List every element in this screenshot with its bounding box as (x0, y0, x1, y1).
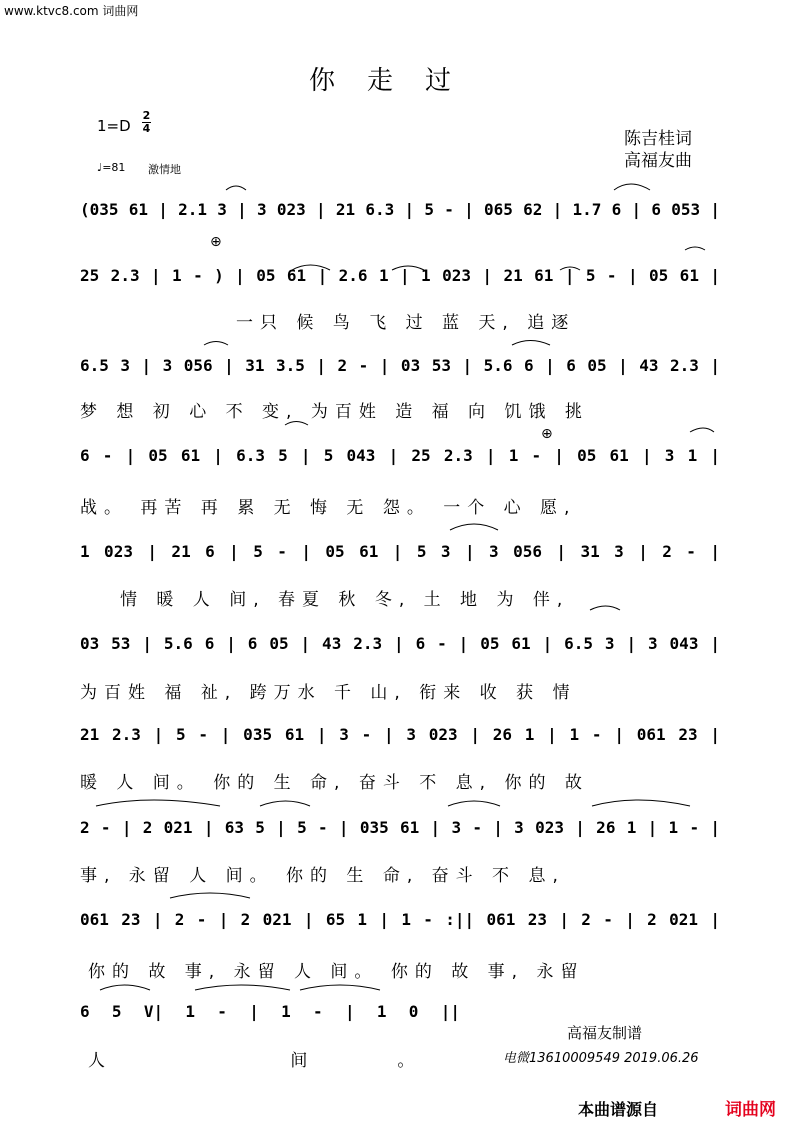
score-lyrics-line-10: 人 间。 (88, 1051, 505, 1071)
arranger-credit: 高福友制谱 (567, 1024, 643, 1042)
score-notes-line-8: 2 - | 2 021 | 63 5 | 5 - | 035 61 | 3 - | 3 023 | 26 1 | 1 - | (80, 818, 720, 837)
slur (204, 342, 228, 346)
slur (195, 985, 290, 990)
score-notes-line-4: 6 - | 05 61 | 6.3 5 | 5 043 | 25 2.3 | 1 - | 05 61 | 3 1 | (80, 446, 720, 465)
score-lyrics-line-3: 梦 想 初 心 不 变, 为百姓 造 福 向 饥饿 挑 (80, 402, 589, 422)
score-notes-line-5: 1 023 | 21 6 | 5 - | 05 61 | 5 3 | 3 056 | 31 3 | 2 - | (80, 542, 720, 561)
expression-mark: 激情地 (148, 163, 181, 176)
slur (300, 985, 380, 990)
score-lyrics-line-4: 战。 再苦 再 累 无 悔 无 怨。 一个 心 愿, (80, 498, 577, 518)
score-lyrics-line-8: 事, 永留 人 间。 你的 生 命, 奋斗 不 息, (80, 866, 565, 886)
slur (96, 800, 220, 806)
tempo-mark: ♩=81 (97, 161, 126, 174)
slur (512, 341, 550, 346)
slur (690, 428, 714, 432)
slur (590, 606, 620, 610)
score-notes-line-7: 21 2.3 | 5 - | 035 61 | 3 - | 3 023 | 26 1 | 1 - | 061 23 | (80, 725, 720, 744)
slur (226, 186, 246, 190)
score-notes-line-3: 6.5 3 | 3 056 | 31 3.5 | 2 - | 03 53 | 5.6 6 | 6 05 | 43 2.3 | (80, 356, 720, 375)
contact-info: 电微13610009549 2019.06.26 (503, 1051, 699, 1066)
score-lyrics-line-2: 一只 候 鸟 飞 过 蓝 天, 追逐 (236, 313, 576, 333)
key-signature: 1=D (97, 117, 131, 135)
slur (100, 985, 150, 990)
site-url[interactable]: www.ktvc8.com 词曲网 (4, 4, 139, 18)
score-notes-line-1: (035 61 | 2.1 3 | 3 023 | 21 6.3 | 5 - | 065 62 | 1.7 6 | 6 053 | (80, 200, 720, 219)
score-notes-line-9: 061 23 | 2 - | 2 021 | 65 1 | 1 - :|| 061 23 | 2 - | 2 021 | (80, 910, 720, 929)
slur (685, 247, 705, 250)
slur (448, 801, 500, 806)
score-lyrics-line-7: 暖 人 间。 你的 生 命, 奋斗 不 息, 你的 故 (80, 773, 589, 793)
score-notes-line-2: 25 2.3 | 1 - ) | 05 61 | 2.6 1 | 1 023 | 21 61 | 5 - | 05 61 | (80, 266, 720, 285)
score-lyrics-line-5: 情 暖 人 间, 春夏 秋 冬, 土 地 为 伴, (120, 590, 570, 610)
score-lyrics-line-6: 为百姓 福 祉, 跨万水 千 山, 衔来 收 获 情 (80, 683, 577, 703)
source-label: 本曲谱源自 (578, 1100, 659, 1119)
site-logo[interactable]: 词曲网 (725, 1100, 776, 1120)
lyricist-credit: 陈吉桂词 (624, 129, 692, 149)
score-lyrics-line-9: 你的 故 事, 永留 人 间。 你的 故 事, 永留 (88, 962, 585, 982)
slur (260, 801, 310, 806)
slur (450, 524, 498, 530)
score-notes-line-6: 03 53 | 5.6 6 | 6 05 | 43 2.3 | 6 - | 05 61 | 6.5 3 | 3 043 | (80, 634, 720, 653)
slur (614, 184, 650, 190)
time-denominator: 4 (142, 122, 151, 135)
segno-icon: ⊕ (541, 426, 553, 442)
song-title: 你走过 (308, 66, 483, 96)
slur (592, 800, 690, 806)
slur (170, 893, 250, 898)
composer-credit: 高福友曲 (624, 151, 692, 171)
time-numerator: 2 (142, 109, 151, 122)
score-notes-line-10: 6 5 V| 1 - | 1 - | 1 0 || (80, 1002, 460, 1021)
segno-icon: ⊕ (210, 234, 222, 250)
slur (285, 422, 308, 426)
